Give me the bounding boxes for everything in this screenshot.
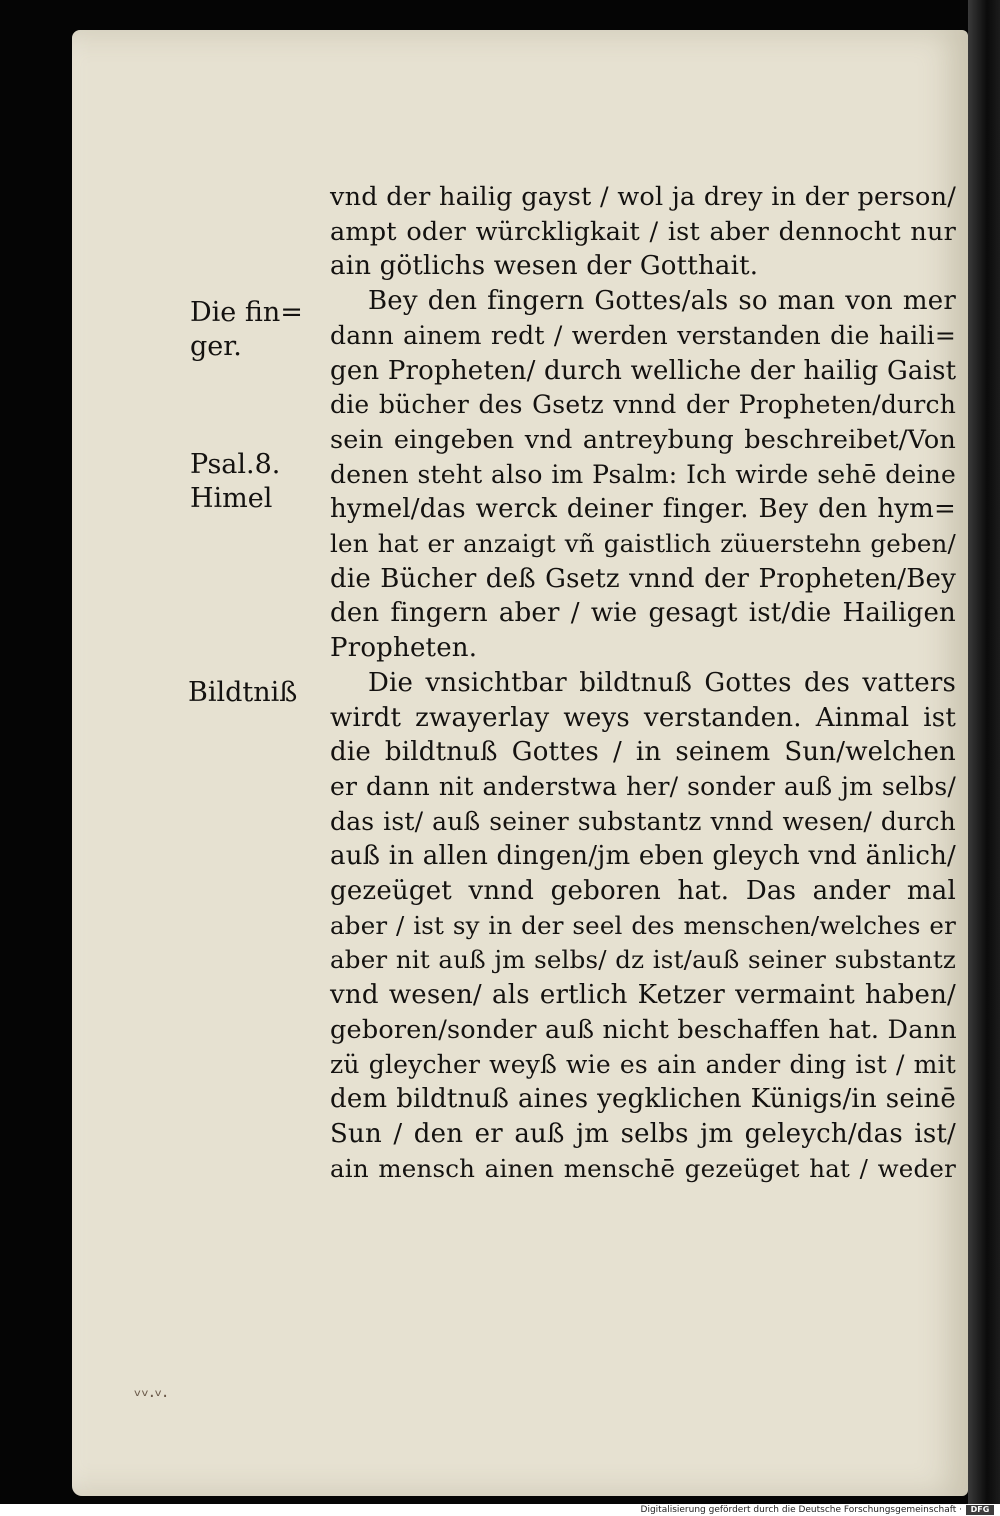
text-line: geboren/sonder auß nicht beschaffen hat. Dann: [330, 1015, 957, 1045]
text-line: Propheten.: [330, 633, 478, 663]
text-line: Die vnsichtbar bildtnuß Gottes des vatters: [368, 668, 956, 698]
text-line: wirdt zwayerlay weys verstanden. Ainmal ist: [330, 703, 956, 733]
stray-ink-mark: ᵛᵛ·ᵛ·: [134, 1386, 168, 1407]
text-line: ain götlichs wesen der Gotthait.: [330, 251, 759, 281]
text-line: zü gleycher weyß wie es ain ander ding ist / mit: [330, 1050, 956, 1079]
text-line: das ist/ auß seiner substantz vnnd wesen/ durch: [330, 807, 956, 836]
text-line: aber / ist sy in der seel des menschen/welches er: [330, 911, 956, 940]
text-line: gen Propheten/ durch welliche der hailig Gaist: [330, 356, 957, 386]
book-page: [72, 30, 968, 1496]
text-line: vnd der hailig gayst / wol ja drey in der person/: [330, 182, 956, 212]
text-line: dann ainem redt / werden verstanden die haili=: [330, 321, 956, 350]
text-line: Sun / den er auß jm selbs jm geleych/das ist/: [330, 1119, 956, 1149]
text-line: die Bücher deß Gsetz vnnd der Propheten/Bey: [330, 564, 956, 594]
text-line: ain mensch ainen menschē gezeüget hat / weder: [330, 1154, 956, 1183]
text-line: er dann nit anderstwa her/ sonder auß jm selbs/: [330, 772, 956, 801]
text-line: die bücher des Gsetz vnnd der Propheten/durch: [330, 390, 956, 419]
text-line: denen steht also im Psalm: Ich wirde sehē deine: [330, 460, 956, 489]
book-gutter: [968, 0, 1000, 1504]
text-line: len hat er anzaigt vñ gaistlich züuerstehn geben/: [330, 529, 956, 558]
text-line: dem bildtnuß aines yegklichen Künigs/in seinē: [330, 1084, 956, 1114]
text-line: den fingern aber / wie gesagt ist/die Hailigen: [330, 598, 956, 628]
margin-note-line: Die fin=: [190, 297, 303, 328]
margin-note-line: ger.: [190, 331, 242, 362]
text-line: aber nit auß jm selbs/ dz ist/auß seiner substantz: [330, 945, 956, 974]
text-line: auß in allen dingen/jm eben gleych vnd änlich/: [330, 841, 956, 871]
text-line: ampt oder würckligkait / ist aber dennocht nur: [330, 217, 956, 247]
footer-credit: Digitalisierung gefördert durch die Deutsche Forschungsgemeinschaft ·: [640, 1505, 962, 1515]
text-line: die bildtnuß Gottes / in seinem Sun/welchen: [330, 737, 956, 767]
margin-note-bildtniss: [188, 676, 318, 710]
margin-note-line: Bildtniß: [188, 677, 298, 708]
margin-note-line: Psal.8.: [190, 449, 281, 480]
text-line: vnd wesen/ als ertlich Ketzer vermaint haben/: [330, 980, 956, 1010]
text-line: gezeüget vnnd geboren hat. Das ander mal: [330, 876, 956, 906]
text-line: hymel/das werck deiner finger. Bey den hym=: [330, 494, 956, 524]
footer-bar: [0, 1504, 1000, 1516]
margin-note-psalm: [190, 448, 320, 516]
margin-note-line: Himel: [190, 483, 273, 514]
text-line: sein eingeben vnd antreybung beschreibet/Von: [330, 425, 956, 455]
margin-note-die-finger: [190, 296, 320, 364]
dfg-logo: DFG: [966, 1505, 994, 1515]
text-line: Bey den fingern Gottes/als so man von mer: [368, 286, 956, 316]
